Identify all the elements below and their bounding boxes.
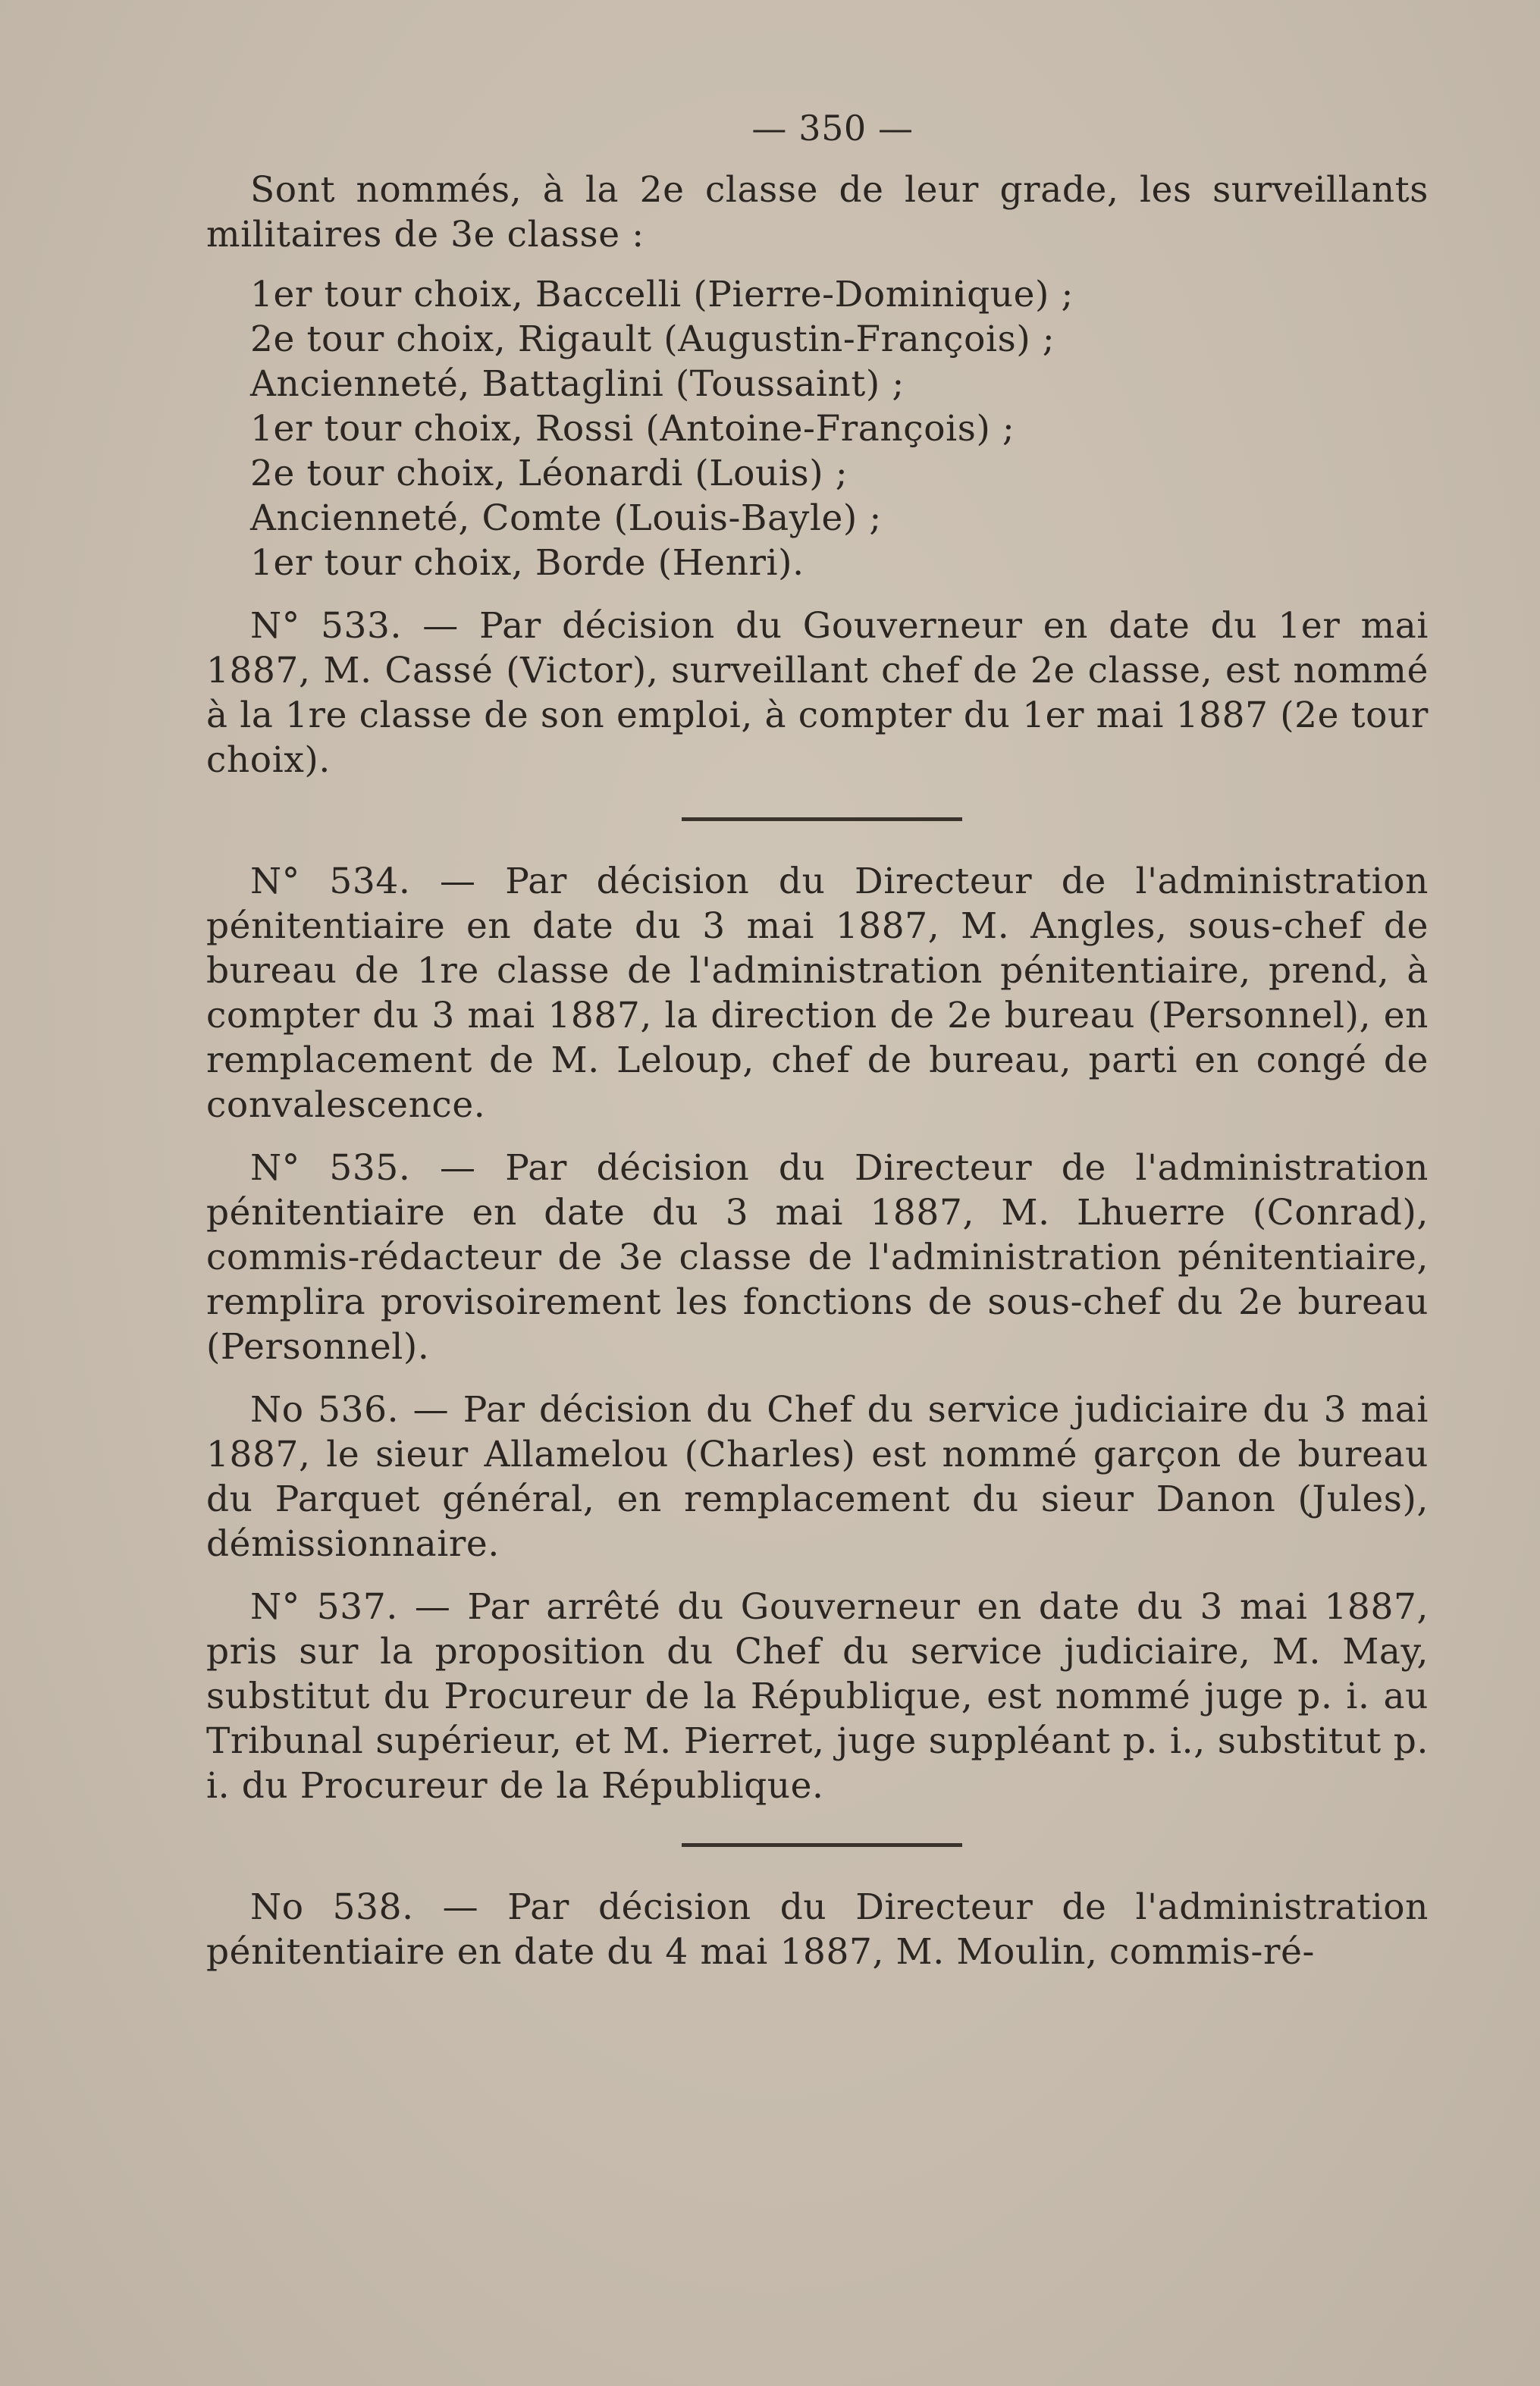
decision-533: N° 533. — Par décision du Gouverneur en date du 1er mai 1887, M. Cassé (Victor), surveillant chef de 2e classe, est nommé à la 1re classe de son emploi, à compter du 1er mai 1887 (2e tour choix). [206, 605, 1429, 781]
decision-538: No 538. — Par décision du Directeur de l'administration pénitentiaire en date du 4 mai 1887, M. Moulin, commis-ré- [206, 1886, 1429, 1973]
list-item: 1er tour choix, Rossi (Antoine-François) ; [250, 408, 1015, 450]
appointment-list [206, 272, 1429, 585]
list-item: 2e tour choix, Léonardi (Louis) ; [250, 453, 848, 494]
text-block [206, 106, 1429, 1974]
page-number: — 350 — [751, 108, 914, 149]
section-divider [682, 1843, 962, 1847]
list-item: 2e tour choix, Rigault (Augustin-François) ; [250, 318, 1055, 360]
list-item: 1er tour choix, Borde (Henri). [250, 542, 805, 584]
list-item: Ancienneté, Battaglini (Toussaint) ; [250, 363, 905, 405]
decision-537: N° 537. — Par arrêté du Gouverneur en date du 3 mai 1887, pris sur la proposition du Chef du service judiciaire, M. May, substitut du Procureur de la République, est nommé juge p. i. au Tribunal supérieur, et M. Pierret, juge suppléant p. i., substitut p. i. du Procureur de la République. [206, 1586, 1429, 1807]
intro-paragraph: Sont nommés, à la 2e classe de leur grade, les surveillants militaires de 3e classe : [206, 169, 1429, 256]
list-item: Ancienneté, Comte (Louis-Bayle) ; [250, 497, 882, 539]
section-divider [682, 817, 962, 821]
decision-534: N° 534. — Par décision du Directeur de l'administration pénitentiaire en date du 3 mai 1887, M. Angles, sous-chef de bureau de 1re classe de l'administration pénitentiaire, prend, à compter du 3 mai 1887, la direction de 2e bureau (Personnel), en remplacement de M. Leloup, chef de bureau, parti en congé de convalescence. [206, 861, 1429, 1126]
decision-535: N° 535. — Par décision du Directeur de l'administration pénitentiaire en date du 3 mai 1887, M. Lhuerre (Conrad), commis-rédacteur de 3e classe de l'administration pénitentiaire, remplira provisoirement les fonctions de sous-chef du 2e bureau (Personnel). [206, 1147, 1429, 1368]
decision-536: No 536. — Par décision du Chef du service judiciaire du 3 mai 1887, le sieur Allamelou (Charles) est nommé garçon de bureau du Parquet général, en remplacement du sieur Danon (Jules), démissionnaire. [206, 1389, 1429, 1565]
list-item: 1er tour choix, Baccelli (Pierre-Dominique) ; [250, 274, 1074, 315]
